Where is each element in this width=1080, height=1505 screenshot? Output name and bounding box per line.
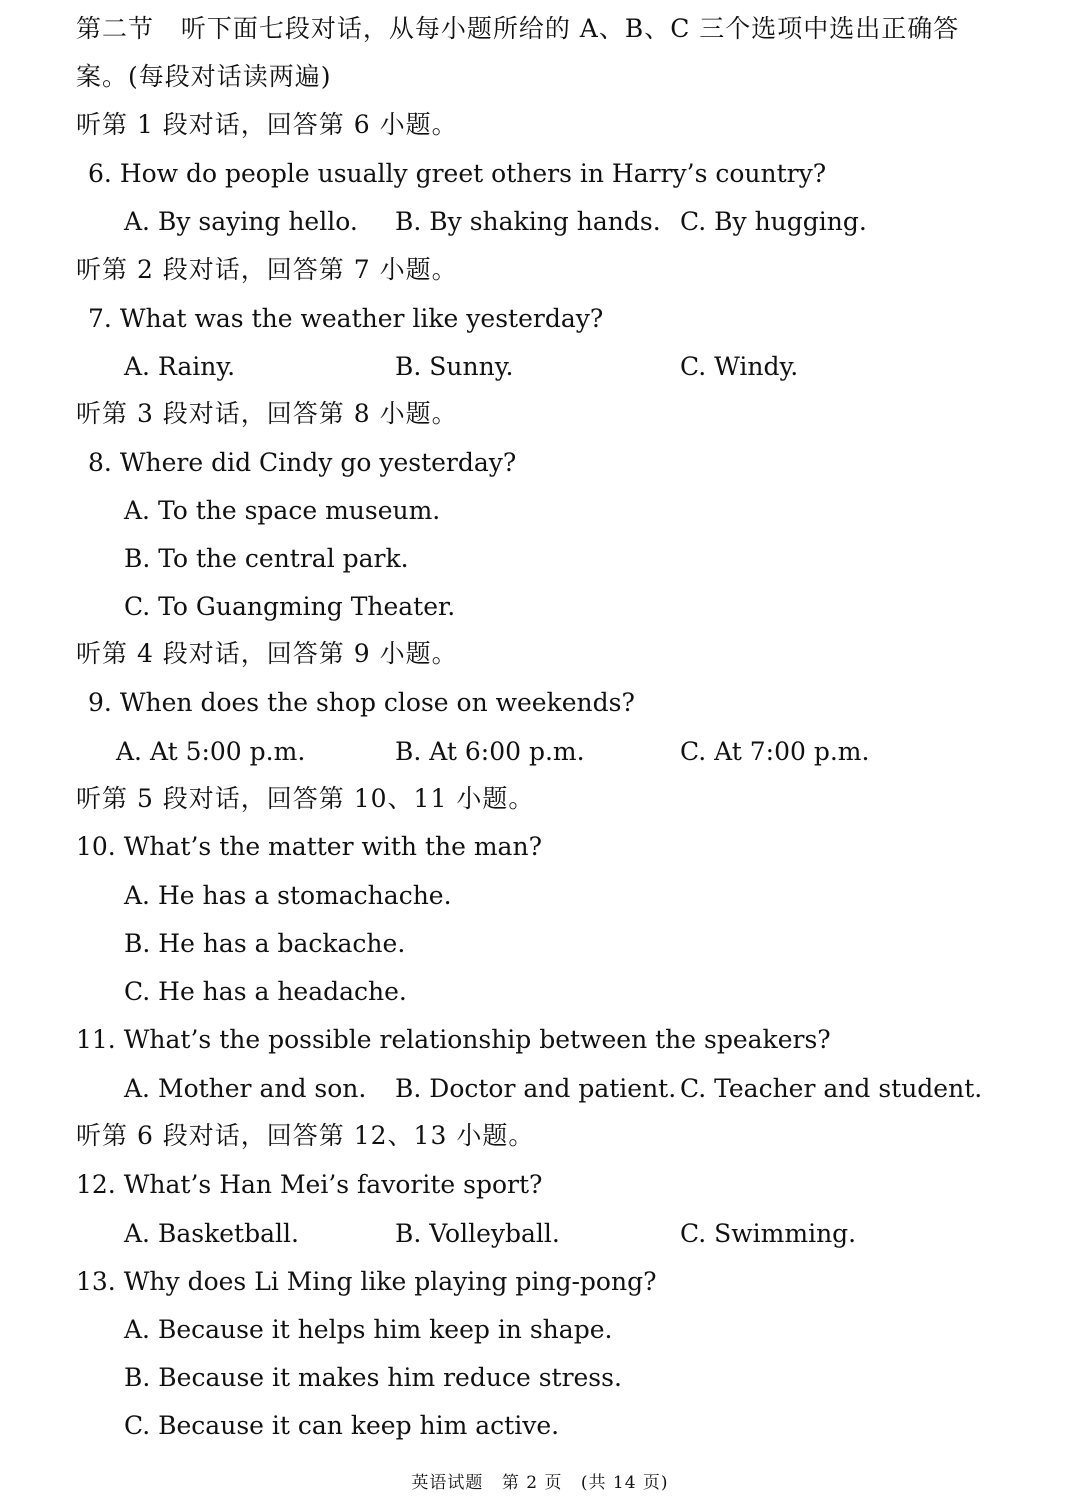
option-10c: C. He has a headache. — [124, 977, 407, 1006]
question-number: 7. — [88, 304, 112, 333]
option-9a: A. At 5:00 p.m. — [116, 737, 306, 766]
dialog-header: 听第 1 段对话，回答第 6 小题。 — [76, 110, 458, 139]
footer-subject: 英语试题 — [411, 1473, 484, 1493]
option-11b: B. Doctor and patient. — [395, 1074, 677, 1103]
option-8a: A. To the space museum. — [124, 496, 441, 525]
question-8 — [88, 446, 516, 480]
option-6c: C. By hugging. — [680, 207, 867, 236]
question-text: What’s the possible relationship between the speakers? — [123, 1025, 831, 1054]
dialog-header: 听第 6 段对话，回答第 12、13 小题。 — [76, 1121, 535, 1150]
question-number: 8. — [88, 448, 112, 477]
section-title: 第二节 — [76, 14, 155, 43]
question-number: 12. — [76, 1170, 116, 1199]
question-text: How do people usually greet others in Harry’s country? — [119, 159, 827, 188]
option-6a: A. By saying hello. — [124, 207, 358, 236]
page-footer — [0, 1468, 1080, 1493]
option-13c: C. Because it can keep him active. — [124, 1411, 560, 1440]
footer-total: (共 14 页) — [580, 1473, 669, 1493]
question-9 — [88, 686, 635, 720]
question-text: When does the shop close on weekends? — [119, 688, 635, 717]
option-10b: B. He has a backache. — [124, 929, 406, 958]
option-8c: C. To Guangming Theater. — [124, 592, 456, 621]
question-7 — [88, 302, 603, 336]
question-11 — [76, 1023, 831, 1057]
question-number: 6. — [88, 159, 112, 188]
question-6 — [88, 157, 826, 191]
question-13 — [76, 1265, 656, 1299]
section-instruction-line2: 案。(每段对话读两遍) — [76, 62, 332, 91]
section-instruction-line1 — [76, 12, 959, 46]
option-7b: B. Sunny. — [395, 352, 514, 381]
question-text: What’s Han Mei’s favorite sport? — [123, 1170, 543, 1199]
option-8b: B. To the central park. — [124, 544, 409, 573]
option-11c: C. Teacher and student. — [680, 1074, 983, 1103]
question-number: 11. — [76, 1025, 116, 1054]
question-text: Why does Li Ming like playing ping-pong? — [123, 1267, 657, 1296]
question-text: Where did Cindy go yesterday? — [119, 448, 517, 477]
dialog-header: 听第 3 段对话，回答第 8 小题。 — [76, 399, 458, 428]
question-text: What’s the matter with the man? — [123, 832, 542, 861]
option-10a: A. He has a stomachache. — [124, 881, 452, 910]
dialog-header: 听第 5 段对话，回答第 10、11 小题。 — [76, 784, 535, 813]
section-instruction: 听下面七段对话，从每小题所给的 A、B、C 三个选项中选出正确答 — [180, 14, 960, 43]
option-11a: A. Mother and son. — [124, 1074, 367, 1103]
option-12a: A. Basketball. — [124, 1219, 299, 1248]
question-text: What was the weather like yesterday? — [119, 304, 604, 333]
question-number: 13. — [76, 1267, 116, 1296]
option-6b: B. By shaking hands. — [395, 207, 661, 236]
option-13b: B. Because it makes him reduce stress. — [124, 1363, 622, 1392]
option-7c: C. Windy. — [680, 352, 799, 381]
footer-page: 第 2 页 — [501, 1473, 563, 1493]
option-7a: A. Rainy. — [124, 352, 236, 381]
option-9b: B. At 6:00 p.m. — [395, 737, 585, 766]
option-13a: A. Because it helps him keep in shape. — [124, 1315, 613, 1344]
question-number: 9. — [88, 688, 112, 717]
option-9c: C. At 7:00 p.m. — [680, 737, 870, 766]
question-number: 10. — [76, 832, 116, 861]
option-12b: B. Volleyball. — [395, 1219, 560, 1248]
option-12c: C. Swimming. — [680, 1219, 857, 1248]
question-10 — [76, 830, 542, 864]
dialog-header: 听第 2 段对话，回答第 7 小题。 — [76, 255, 458, 284]
dialog-header: 听第 4 段对话，回答第 9 小题。 — [76, 639, 458, 668]
question-12 — [76, 1168, 542, 1202]
